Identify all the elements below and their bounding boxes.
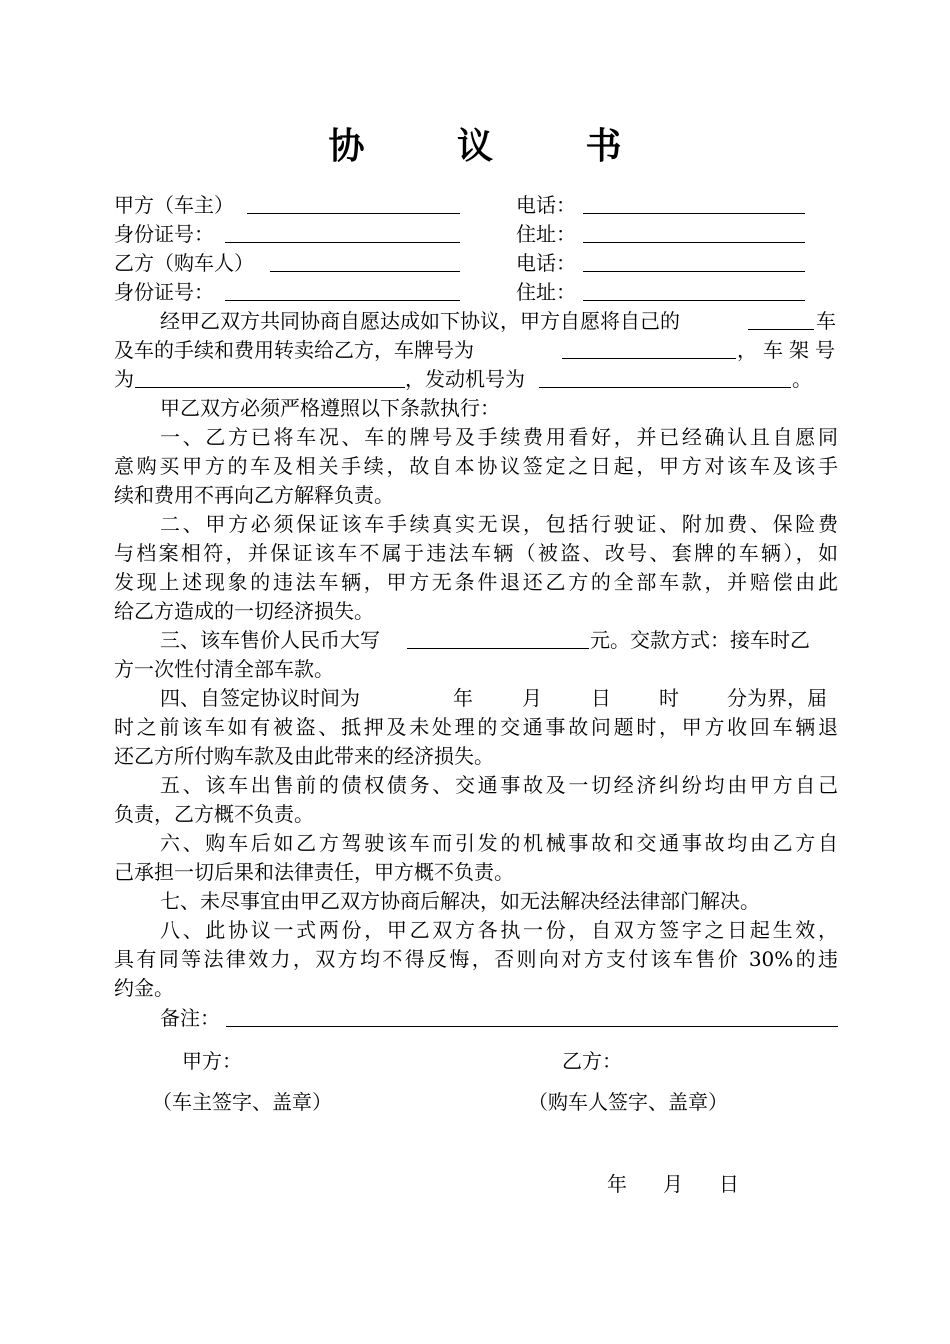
party-b-phone-blank[interactable]: [583, 251, 805, 272]
clause2-line-4: 给乙方造成的一切经济损失。: [114, 599, 374, 623]
clause1-line-1: 一、乙方已将车况、车的牌号及手续费用看好，并已经确认且自愿同: [160, 425, 838, 449]
intro-line-3-end: 。: [792, 367, 812, 391]
vin-blank[interactable]: [135, 367, 405, 388]
party-b-phone-label: 电话：: [516, 251, 576, 275]
price-blank[interactable]: [407, 628, 589, 649]
clause8-line-2: 具有同等法律效力，双方均不得反悔，否则向对方支付该车售价 30%的违: [114, 947, 838, 971]
document-title: 协 议 书: [328, 125, 662, 167]
clause4-day: 日: [591, 686, 611, 710]
clause4-hour: 时: [659, 686, 679, 710]
plate-number-blank[interactable]: [562, 338, 736, 359]
clause6-line-1: 六、购车后如乙方驾驶该车而引发的机械事故和交通事故均由乙方自: [160, 831, 838, 855]
party-b-address-label: 住址：: [516, 280, 576, 304]
clauses-intro: 甲乙双方必须严格遵照以下条款执行：: [160, 396, 500, 420]
party-a-address-label: 住址：: [516, 222, 576, 246]
clause7: 七、未尽事宜由甲乙双方协商后解决，如无法解决经法律部门解决。: [160, 889, 760, 913]
date-day: 日: [719, 1172, 739, 1196]
party-b-id-label: 身份证号：: [114, 280, 214, 304]
party-b-address-blank[interactable]: [583, 280, 805, 301]
intro-line-2: 及车的手续和费用转卖给乙方，车牌号为: [114, 338, 474, 362]
party-a-id-label: 身份证号：: [114, 222, 214, 246]
party-a-id-blank[interactable]: [225, 222, 460, 243]
clause4-minute: 分为界，届: [727, 686, 827, 710]
clause2-line-1: 二、甲方必须保证该车手续真实无误，包括行驶证、附加费、保险费: [160, 512, 838, 536]
clause3-end: 元。交款方式：接车时乙: [590, 628, 810, 652]
party-b-signature-note: （购车人签字、盖章）: [528, 1090, 728, 1114]
clause6-line-2: 己承担一切后果和法律责任，甲方概不负责。: [114, 860, 514, 884]
clause1-line-2: 意购买甲方的车及相关手续，故自本协议签定之日起，甲方对该车及该手: [114, 454, 838, 478]
party-b-name-blank[interactable]: [270, 251, 460, 272]
clause5-line-2: 负责，乙方概不负责。: [114, 802, 314, 826]
remark-label: 备注：: [160, 1006, 220, 1030]
clause1-line-3: 续和费用不再向乙方解释负责。: [114, 483, 394, 507]
engine-number-blank[interactable]: [539, 367, 791, 388]
intro-line-3-mid: ，发动机号为: [405, 367, 525, 391]
clause3-start: 三、该车售价人民币大写: [160, 628, 380, 652]
party-a-signature-label: 甲方：: [182, 1049, 242, 1073]
clause8-line-1: 八、此协议一式两份，甲乙双方各执一份，自双方签字之日起生效，: [160, 918, 838, 942]
party-a-label: 甲方（车主）: [114, 193, 234, 217]
remark-blank[interactable]: [226, 1006, 838, 1027]
vehicle-blank[interactable]: [748, 309, 814, 330]
clause4-year: 年: [453, 686, 473, 710]
party-b-signature-label: 乙方：: [562, 1049, 622, 1073]
clause4-month: 月: [522, 686, 542, 710]
date-year: 年: [607, 1172, 627, 1196]
clause2-line-2: 与档案相符，并保证该车不属于违法车辆（被盗、改号、套牌的车辆），如: [114, 541, 838, 565]
date-month: 月: [663, 1172, 683, 1196]
party-a-name-blank[interactable]: [247, 193, 460, 214]
party-b-id-blank[interactable]: [225, 280, 460, 301]
clause4-start: 四、自签定协议时间为: [160, 686, 360, 710]
party-b-label: 乙方（购车人）: [114, 251, 254, 275]
clause8-line-3: 约金。: [114, 976, 174, 1000]
intro-line-1-end: 车: [816, 309, 836, 333]
intro-line-3-start: 为: [114, 367, 134, 391]
clause5-line-1: 五、该车出售前的债权债务、交通事故及一切经济纠纷均由甲方自己: [160, 773, 838, 797]
clause2-line-3: 发现上述现象的违法车辆，甲方无条件退还乙方的全部车款，并赔偿由此: [114, 570, 838, 594]
party-a-phone-blank[interactable]: [583, 193, 805, 214]
party-a-address-blank[interactable]: [583, 222, 805, 243]
intro-line-1: 经甲乙双方共同协商自愿达成如下协议，甲方自愿将自己的: [160, 309, 680, 333]
clause3-line-2: 方一次性付清全部车款。: [114, 657, 334, 681]
party-a-signature-note: （车主签字、盖章）: [152, 1090, 332, 1114]
clause4-line-3: 还乙方所付购车款及由此带来的经济损失。: [114, 744, 494, 768]
intro-line-2-end: ，车架号: [737, 338, 841, 362]
clause4-line-2: 时之前该车如有被盗、抵押及未处理的交通事故问题时，甲方收回车辆退: [114, 715, 838, 739]
party-a-phone-label: 电话：: [516, 193, 576, 217]
